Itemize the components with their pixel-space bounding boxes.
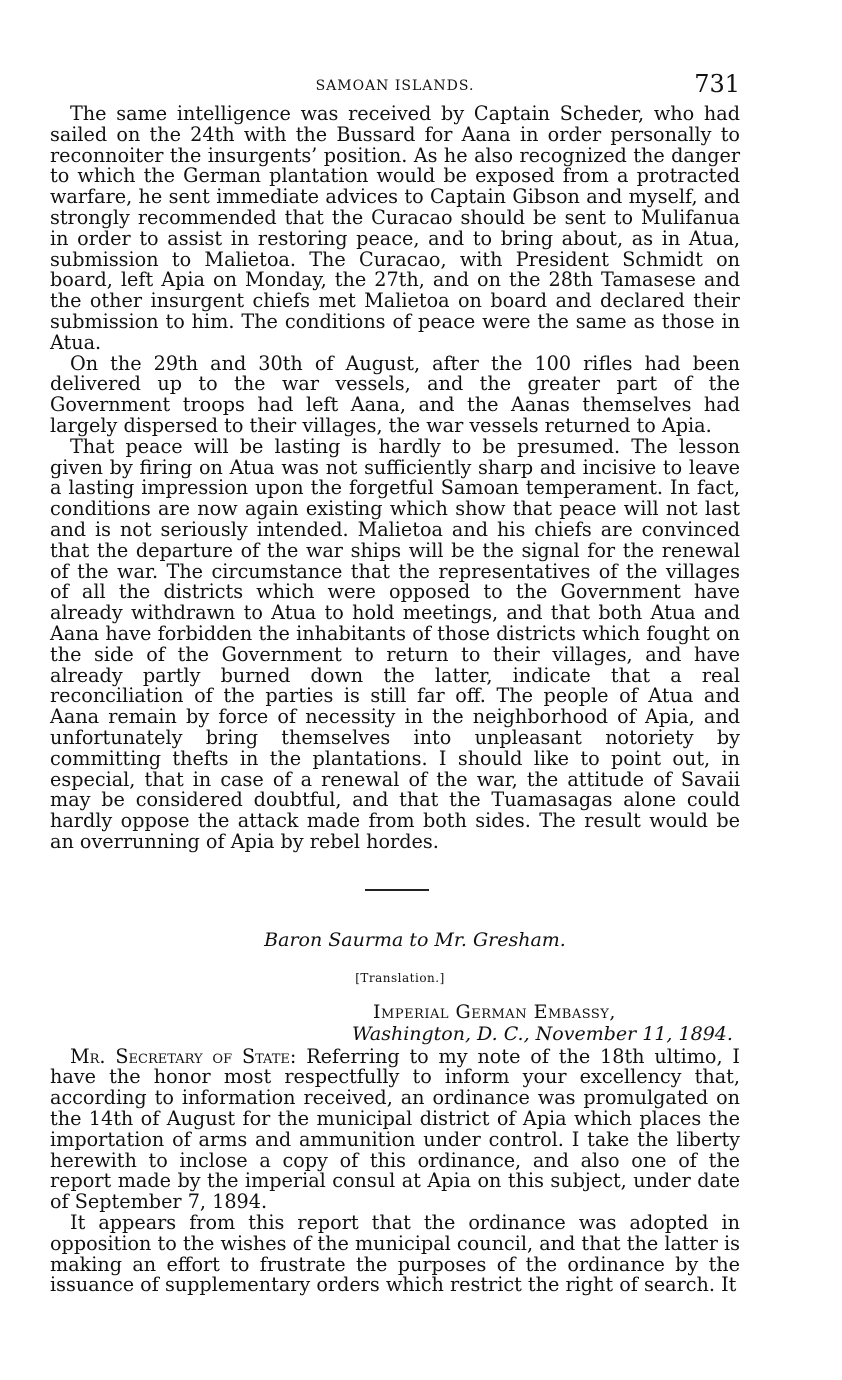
report-body <box>50 104 740 853</box>
section-divider <box>365 889 429 891</box>
letter-dateline <box>50 1001 740 1045</box>
body-paragraph-3: That peace will be lasting is hardly to be presumed. The lesson given by firing on Atua was not sufficiently sharp and incisive to leave a lasting impression upon the forgetful Samoan temperament. In fact, conditions are now again existing which show that peace will not last and is not seriously intended. Malietoa and his chiefs are convinced that the departure of the war ships will be the signal for the renewal of the war. The circumstance that the representatives of the villages of all the districts which were opposed to the Government have already withdrawn to Atua to hold meetings, and that both Atua and Aana have forbidden the inhabitants of those districts which fought on the side of the Government to return to their villages, and have already partly burned down the latter, indicate that a real reconciliation of the parties is still far off. The people of Atua and Aana remain by force of necessity in the neighborhood of Apia, and unfortunately bring themselves into unpleasant notoriety by committing thefts in the plantations. I should like to point out, in especial, that in case of a renewal of the war, the attitude of Savaii may be considered doubtful, and that the Tuamasagas alone could hardly oppose the attack made from both sides. The result would be an overrunning of Apia by rebel hordes. <box>50 434 740 853</box>
body-paragraph-2: On the 29th and 30th of August, after the 100 rifles had been delivered up to the war vessels, and the greater part of the Government troops had left Aana, and the Aanas themselves had largely dispersed to their villages, the war vessels returned to Apia. <box>50 351 740 437</box>
letter-paragraph-2: It appears from this report that the ordinance was adopted in opposition to the wishes of the municipal council, and that the latter is making an effort to frustrate the purposes of the ordinance by the issuance of supplementary orders which restrict the right of search. It <box>50 1211 740 1297</box>
letter-paragraph-1-text: Referring to my note of the 18th ultimo, I have the honor most respectfully to inform your excellency that, according to information received, an ordinance was promulgated on the 14th of August for the municipal district of Apia which places the importation of arms and ammunition under control. I take the liberty herewith to inclose a copy of this ordinance, and also one of the report made by the imperial consul at Apia on this subject, under date of September 7, 1894. <box>50 1044 741 1214</box>
place-date: Washington, D. C., November 11, 1894. <box>352 1022 733 1045</box>
running-title: SAMOAN ISLANDS. <box>315 78 475 94</box>
letter-paragraph-1 <box>50 1044 741 1214</box>
salutation: Mr. Secretary of State: <box>70 1044 297 1068</box>
running-header <box>50 70 740 104</box>
sender-name: Imperial German Embassy, <box>373 1000 616 1023</box>
document-page <box>50 70 740 1296</box>
translation-note: [Translation.] <box>355 970 445 985</box>
page-number: 731 <box>694 70 740 98</box>
body-paragraph-1: The same intelligence was received by Captain Scheder, who had sailed on the 24th with the Bussard for Aana in order personally to reconnoiter the insurgents’ position. As he also recognized the danger to which the German plantation would be exposed from a protracted warfare, he sent immediate advices to Captain Gibson and myself, and strongly recommended that the Curacao should be sent to Mulifanua in order to assist in restoring peace, and to bring about, as in Atua, submission to Malietoa. The Curacao, with President Schmidt on board, left Apia on Monday, the 27th, and on the 28th Tamasese and the other insurgent chiefs met Malietoa on board and declared their submission to him. The conditions of peace were the same as those in Atua. <box>50 102 740 354</box>
letter-heading: Baron Saurma to Mr. Gresham. <box>264 928 566 951</box>
